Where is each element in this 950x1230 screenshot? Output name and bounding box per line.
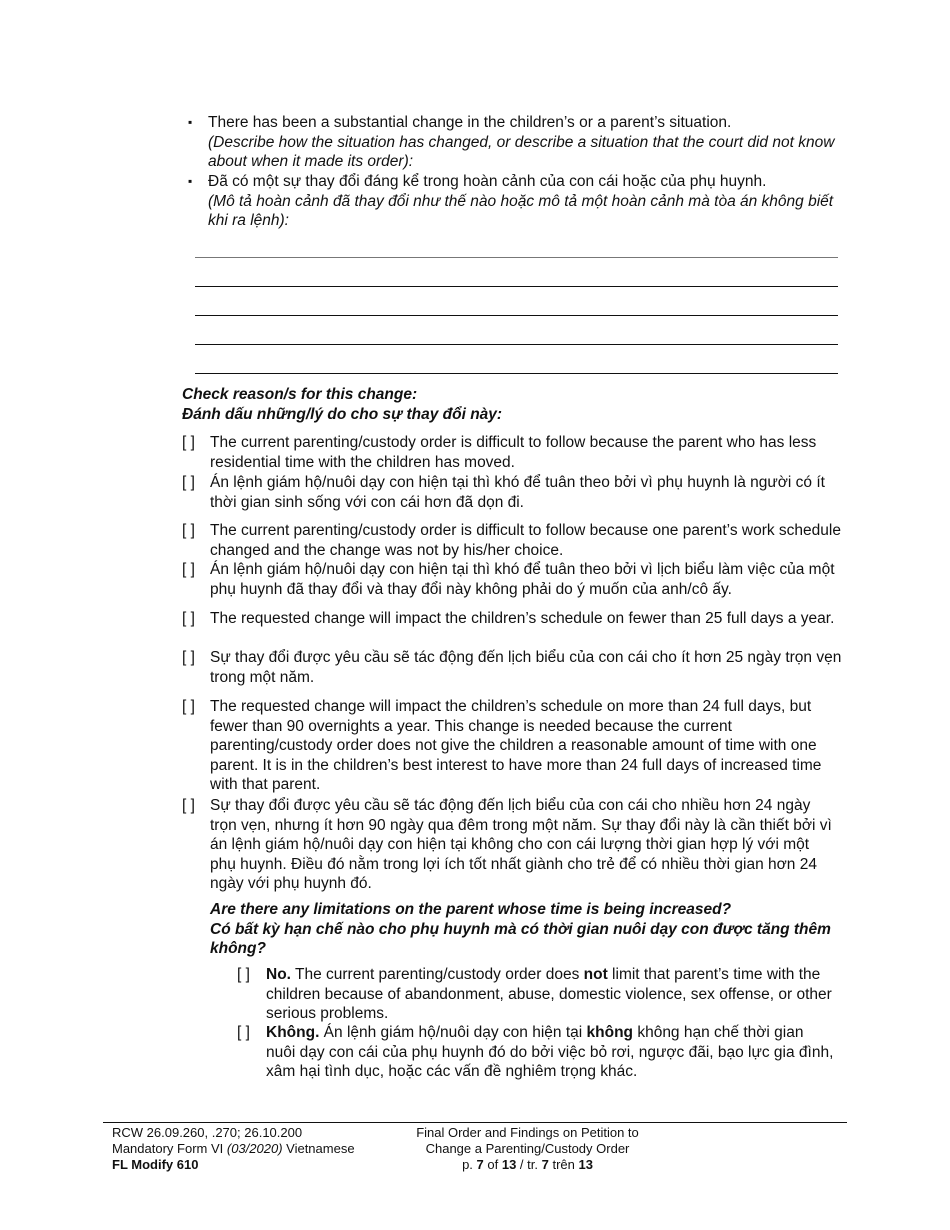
reason-work-schedule-vi: Án lệnh giám hộ/nuôi dạy con hiện tại thì khó để tuân theo bởi vì lịch biểu làm việc của một phụ huynh đã thay đổi và thay đổi này không phải do ý muốn của anh/cô ấy. (210, 561, 835, 598)
write-in-line[interactable] (195, 286, 838, 287)
reason-more-24-days-en: The requested change will impact the children’s schedule on more than 24 full days, but fewer than 90 overnights a year. This change is needed because the current parenting/custody order does not give the children a reasonable amount of time with one parent. It is in the children’s best interest to have more than 24 full days of increased time with that parent. (210, 698, 822, 793)
footer-center (400, 1125, 655, 1173)
situation-text-vi: Đã có một sự thay đổi đáng kể trong hoàn cảnh của con cái hoặc của phụ huynh. (208, 173, 767, 190)
footer-of: of (483, 1157, 502, 1172)
footer-form-id (112, 1141, 412, 1157)
footer-page-number (400, 1157, 655, 1173)
footer-page-vi: 7 (541, 1157, 549, 1172)
limitation-khong-checkbox[interactable]: [ ] (237, 1024, 250, 1041)
reason-more-24-days-checkbox[interactable]: [ ] (182, 698, 195, 715)
situation-bullet-en (208, 113, 838, 172)
footer-total-vi: 13 (578, 1157, 593, 1172)
situation-text-en: There has been a substantial change in the children’s or a parent’s situation. (208, 114, 732, 131)
reason-work-schedule-checkbox[interactable]: [ ] (182, 522, 195, 539)
limitations-question (210, 900, 835, 959)
footer-form-label: Mandatory Form VI (112, 1141, 227, 1156)
footer-tr: / tr. (516, 1157, 542, 1172)
footer-page: 7 (476, 1157, 484, 1172)
limitation-khong-option (266, 1023, 836, 1082)
footer-total: 13 (501, 1157, 517, 1172)
limitation-khong-emphasis: không (586, 1024, 634, 1041)
limitation-khong-text: Án lệnh giám hộ/nuôi dạy con hiện tại (319, 1024, 587, 1041)
limitation-no-text: The current parenting/custody order does (290, 966, 584, 983)
footer-form-language: Vietnamese (282, 1141, 355, 1156)
reasons-heading-vi: Đánh dấu những/lý do cho sự thay đổi này: (182, 405, 503, 423)
situation-bullet-vi (208, 172, 838, 231)
reason-work-schedule-en: The current parenting/custody order is difficult to follow because one parent’s work schedule changed and the change was not by his/her choice. (210, 522, 841, 559)
reason-fewer-25-days-en: The requested change will impact the children’s schedule on fewer than 25 full days a year. (210, 610, 835, 627)
reason-more-24-days-vi-checkbox[interactable]: [ ] (182, 797, 195, 814)
limitation-khong-text-cont: không hạn chế thời gian nuôi dạy con cái của phụ huynh đó do bởi việc bỏ rơi, ngược đãi, bạo lực gia đình, xâm hại tình dục, hoặc các vấn đề nghiêm trọng khác. (266, 1024, 834, 1080)
reason-moved-vi-checkbox[interactable]: [ ] (182, 474, 195, 491)
reason-moved-checkbox[interactable]: [ ] (182, 434, 195, 451)
limitation-no-emphasis: not (583, 966, 608, 983)
write-in-line[interactable] (195, 344, 838, 345)
write-in-line[interactable] (195, 257, 838, 258)
reason-more-24-days-vi: Sự thay đổi được yêu cầu sẽ tác động đến lịch biểu của con cái cho nhiều hơn 24 ngày trọn vẹn, nhưng ít hơn 90 ngày qua đêm trong một năm. Sự thay đổi này là cần thiết bởi vì án lệnh giám hộ/nuôi dạy con hiện tại không cho con cái lượng thời gian hợp lý với một phụ huynh. Điều đó nằm trong lợi ích tốt nhất giành cho trẻ để có nhiều thời gian hơn 24 ngày với phụ huynh đó. (210, 797, 832, 892)
reason-moved-en: The current parenting/custody order is difficult to follow because the parent who has less residential time with the children has moved. (210, 434, 817, 471)
situation-instruction-vi: (Mô tả hoàn cảnh đã thay đổi như thế nào hoặc mô tả một hoàn cảnh mà tòa án không biết khi ra lệnh): (208, 192, 834, 229)
footer-form-date: (03/2020) (226, 1141, 283, 1156)
reason-moved-vi: Án lệnh giám hộ/nuôi dạy con hiện tại thì khó để tuân theo bởi vì phụ huynh là người có ít thời gian sinh sống với con cái hơn đã dọn đi. (210, 474, 825, 511)
reason-fewer-25-days-checkbox[interactable]: [ ] (182, 610, 195, 627)
write-in-line[interactable] (195, 373, 838, 374)
footer-rcw: RCW 26.09.260, .270; 26.10.200 (112, 1125, 303, 1140)
bullet-dot: ▪ (188, 174, 193, 188)
limitation-no-label: No. (266, 966, 291, 983)
reason-fewer-25-days-vi-checkbox[interactable]: [ ] (182, 649, 195, 666)
reason-fewer-25-days-vi: Sự thay đổi được yêu cầu sẽ tác động đến lịch biểu của con cái cho ít hơn 25 ngày trọn vẹn trong một năm. (210, 649, 842, 686)
limitation-no-checkbox[interactable]: [ ] (237, 966, 250, 983)
footer-left (112, 1125, 412, 1173)
limitations-question-vi: Có bất kỳ hạn chế nào cho phụ huynh mà có thời gian nuôi dạy con được tăng thêm không? (210, 920, 831, 957)
reason-work-schedule-vi-checkbox[interactable]: [ ] (182, 561, 195, 578)
situation-instruction-en: (Describe how the situation has changed, or describe a situation that the court did not know about when it made its order): (208, 133, 835, 170)
reasons-heading-en: Check reason/s for this change: (182, 386, 418, 403)
footer-doc-title: Final Order and Findings on Petition to (416, 1125, 639, 1140)
bullet-dot: ▪ (188, 115, 193, 129)
reasons-heading (182, 385, 842, 424)
limitation-khong-label: Không. (266, 1024, 320, 1041)
limitation-no-text-cont: limit that parent’s time with the children because of abandonment, abuse, domestic violence, sex offense, or other serious problems. (266, 966, 832, 1022)
limitation-no-option (266, 965, 836, 1024)
footer-tren: trên (548, 1157, 579, 1172)
footer-p: p. (462, 1157, 477, 1172)
write-in-line[interactable] (195, 315, 838, 316)
footer-doc-subtitle: Change a Parenting/Custody Order (425, 1141, 630, 1156)
limitations-question-en: Are there any limitations on the parent whose time is being increased? (210, 901, 732, 918)
footer-form-code: FL Modify 610 (112, 1157, 199, 1172)
footer-rule (103, 1122, 847, 1123)
